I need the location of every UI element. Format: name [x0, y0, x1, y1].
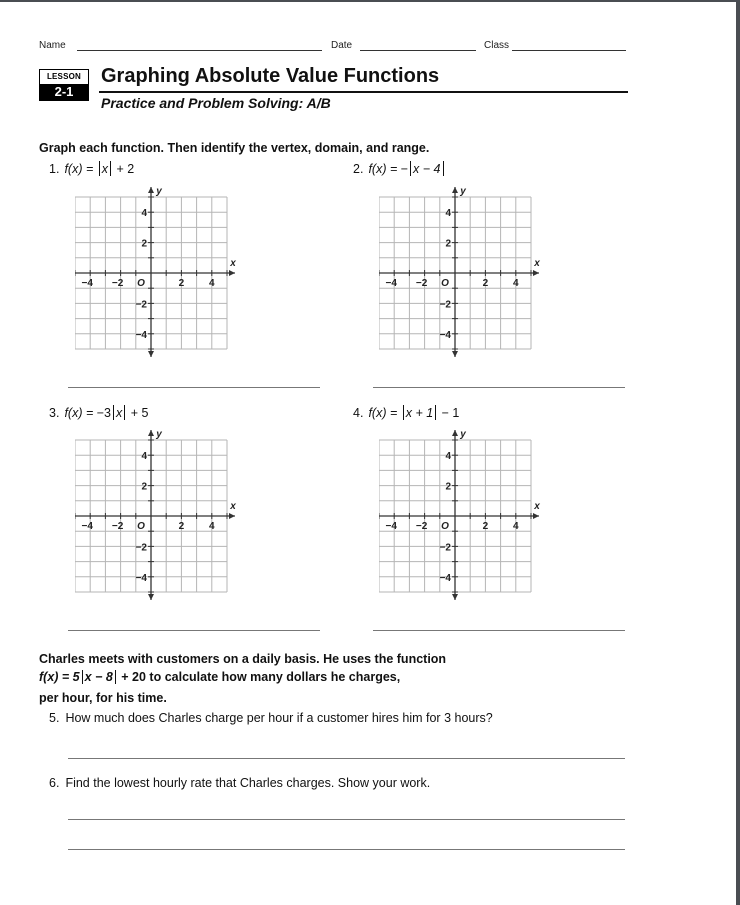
- problem-number: 2.: [353, 162, 364, 176]
- y-axis-up-arrow-icon: [148, 430, 154, 436]
- x-axis-label: x: [230, 258, 236, 269]
- y-tick-label: −2: [135, 542, 147, 554]
- function-lhs: f(x) =: [64, 162, 97, 176]
- y-tick-label: −4: [439, 572, 451, 584]
- abs-bar-right: [115, 670, 116, 684]
- problem-2: [353, 161, 446, 176]
- y-tick-label: −4: [135, 329, 147, 341]
- name-label: Name: [39, 40, 66, 51]
- answer-line-1[interactable]: [68, 387, 320, 388]
- function-lhs: f(x) =: [368, 162, 401, 176]
- graph-svg: [75, 429, 265, 619]
- x-tick-label: −4: [385, 278, 397, 289]
- answer-line-4[interactable]: [373, 630, 625, 631]
- x-axis-label: x: [230, 501, 236, 512]
- function-lhs: f(x) = 5: [39, 670, 80, 684]
- problem-3: [49, 405, 148, 420]
- y-axis-up-arrow-icon: [148, 187, 154, 193]
- graph-svg: [379, 186, 569, 376]
- x-tick-label: 4: [209, 278, 215, 289]
- x-tick-label: −2: [415, 521, 428, 532]
- y-tick-label: 4: [141, 451, 147, 463]
- question-6: [49, 776, 430, 790]
- problem-4: [353, 405, 459, 420]
- y-axis-up-arrow-icon: [452, 187, 458, 193]
- abs-bar-left: [410, 161, 411, 176]
- window-frame-top: [0, 0, 740, 2]
- origin-label: O: [137, 521, 145, 532]
- problem-number: 1.: [49, 162, 60, 176]
- y-tick-label: −2: [439, 542, 451, 554]
- y-tick-label: −2: [135, 299, 147, 311]
- x-axis-label: x: [534, 501, 540, 512]
- function-post: + 20: [117, 670, 146, 684]
- function-inner: x: [101, 162, 108, 176]
- problem-number: 3.: [49, 406, 60, 420]
- abs-bar-left: [113, 405, 114, 420]
- x-tick-label: 4: [513, 521, 519, 532]
- y-axis-up-arrow-icon: [452, 430, 458, 436]
- origin-label: O: [137, 278, 145, 289]
- page-subtitle: Practice and Problem Solving: A/B: [101, 95, 331, 111]
- x-tick-label: 2: [178, 521, 185, 532]
- function-inner: x − 8: [84, 670, 113, 684]
- y-tick-label: 2: [445, 238, 451, 250]
- y-tick-label: 4: [445, 451, 451, 463]
- x-tick-label: −2: [415, 278, 428, 289]
- y-axis-down-arrow-icon: [452, 351, 458, 357]
- problem-1: [49, 161, 134, 176]
- class-label: Class: [484, 40, 510, 51]
- x-axis-label: x: [534, 258, 540, 269]
- answer-line-2[interactable]: [373, 387, 625, 388]
- y-axis-label: y: [156, 186, 162, 197]
- lesson-number: 2-1: [40, 84, 88, 100]
- x-axis-right-arrow-icon: [229, 270, 235, 276]
- origin-label: O: [441, 278, 449, 289]
- function-inner: x + 1: [405, 406, 434, 420]
- class-field[interactable]: [512, 50, 626, 51]
- problem-number: 4.: [353, 406, 364, 420]
- abs-bar-right: [124, 405, 125, 420]
- function-post: − 1: [438, 406, 460, 420]
- title-divider: [99, 91, 628, 93]
- function-inner: x: [116, 406, 123, 420]
- x-tick-label: 4: [513, 278, 519, 289]
- lesson-label: LESSON: [40, 70, 88, 84]
- function-post: + 5: [127, 406, 149, 420]
- y-tick-label: 2: [445, 481, 451, 493]
- abs-bar-left: [99, 161, 100, 176]
- function-inner: x − 4: [413, 162, 441, 176]
- coordinate-grid-2[interactable]: [379, 186, 569, 376]
- word-problem-line-1: Charles meets with customers on a daily basis. He uses the function: [39, 652, 447, 666]
- instructions: Graph each function. Then identify the vertex, domain, and range.: [39, 141, 430, 155]
- x-axis-right-arrow-icon: [229, 513, 235, 519]
- abs-bar-right: [435, 405, 436, 420]
- y-axis-down-arrow-icon: [148, 594, 154, 600]
- function-lhs: f(x) =: [368, 406, 401, 420]
- word-problem-line-3: per hour, for his time.: [39, 691, 167, 705]
- y-tick-label: 4: [141, 208, 147, 220]
- lesson-badge: [39, 69, 89, 101]
- question-number: 5.: [49, 711, 60, 725]
- x-tick-label: −4: [81, 521, 93, 532]
- coordinate-grid-3[interactable]: [75, 429, 265, 619]
- y-axis-label: y: [460, 429, 466, 440]
- coordinate-grid-4[interactable]: [379, 429, 569, 619]
- x-tick-label: −2: [111, 278, 124, 289]
- question-number: 6.: [49, 776, 60, 790]
- answer-line-6a[interactable]: [68, 819, 625, 820]
- abs-bar-left: [82, 670, 83, 684]
- answer-line-5[interactable]: [68, 758, 625, 759]
- x-tick-label: −4: [385, 521, 397, 532]
- abs-bar-left: [403, 405, 404, 420]
- x-tick-label: −4: [81, 278, 93, 289]
- x-axis-right-arrow-icon: [533, 513, 539, 519]
- y-tick-label: 2: [141, 481, 147, 493]
- date-label: Date: [331, 40, 353, 51]
- function-post: + 2: [112, 162, 135, 176]
- answer-line-6b[interactable]: [68, 849, 625, 850]
- graph-svg: [75, 186, 265, 376]
- question-text: How much does Charles charge per hour if a customer hires him for 3 hours?: [65, 711, 493, 725]
- y-tick-label: −4: [135, 572, 147, 584]
- y-axis-down-arrow-icon: [148, 351, 154, 357]
- y-axis-label: y: [460, 186, 466, 197]
- x-tick-label: −2: [111, 521, 124, 532]
- abs-bar-right: [443, 161, 444, 176]
- question-text: Find the lowest hourly rate that Charles charges. Show your work.: [65, 776, 431, 790]
- y-tick-label: 4: [445, 208, 451, 220]
- name-field[interactable]: [77, 50, 322, 51]
- graph-svg: [379, 429, 569, 619]
- question-5: [49, 711, 493, 725]
- y-tick-label: −2: [439, 299, 451, 311]
- function-lhs: f(x) =: [64, 406, 97, 420]
- y-axis-label: y: [156, 429, 162, 440]
- x-tick-label: 2: [178, 278, 185, 289]
- y-tick-label: −4: [439, 329, 451, 341]
- answer-line-3[interactable]: [68, 630, 320, 631]
- function-pre: −: [400, 162, 409, 176]
- date-field[interactable]: [360, 50, 476, 51]
- abs-bar-right: [110, 161, 111, 176]
- page-title: Graphing Absolute Value Functions: [101, 65, 440, 87]
- y-tick-label: 2: [141, 238, 147, 250]
- x-axis-right-arrow-icon: [533, 270, 539, 276]
- y-axis-down-arrow-icon: [452, 594, 458, 600]
- function-pre: −3: [96, 406, 111, 420]
- word-problem-line-2: [39, 670, 400, 684]
- x-tick-label: 2: [482, 278, 489, 289]
- coordinate-grid-1[interactable]: [75, 186, 265, 376]
- x-tick-label: 2: [482, 521, 489, 532]
- x-tick-label: 4: [209, 521, 215, 532]
- origin-label: O: [441, 521, 449, 532]
- line-2-rest: to calculate how many dollars he charges,: [145, 670, 401, 684]
- window-frame-right: [736, 0, 740, 905]
